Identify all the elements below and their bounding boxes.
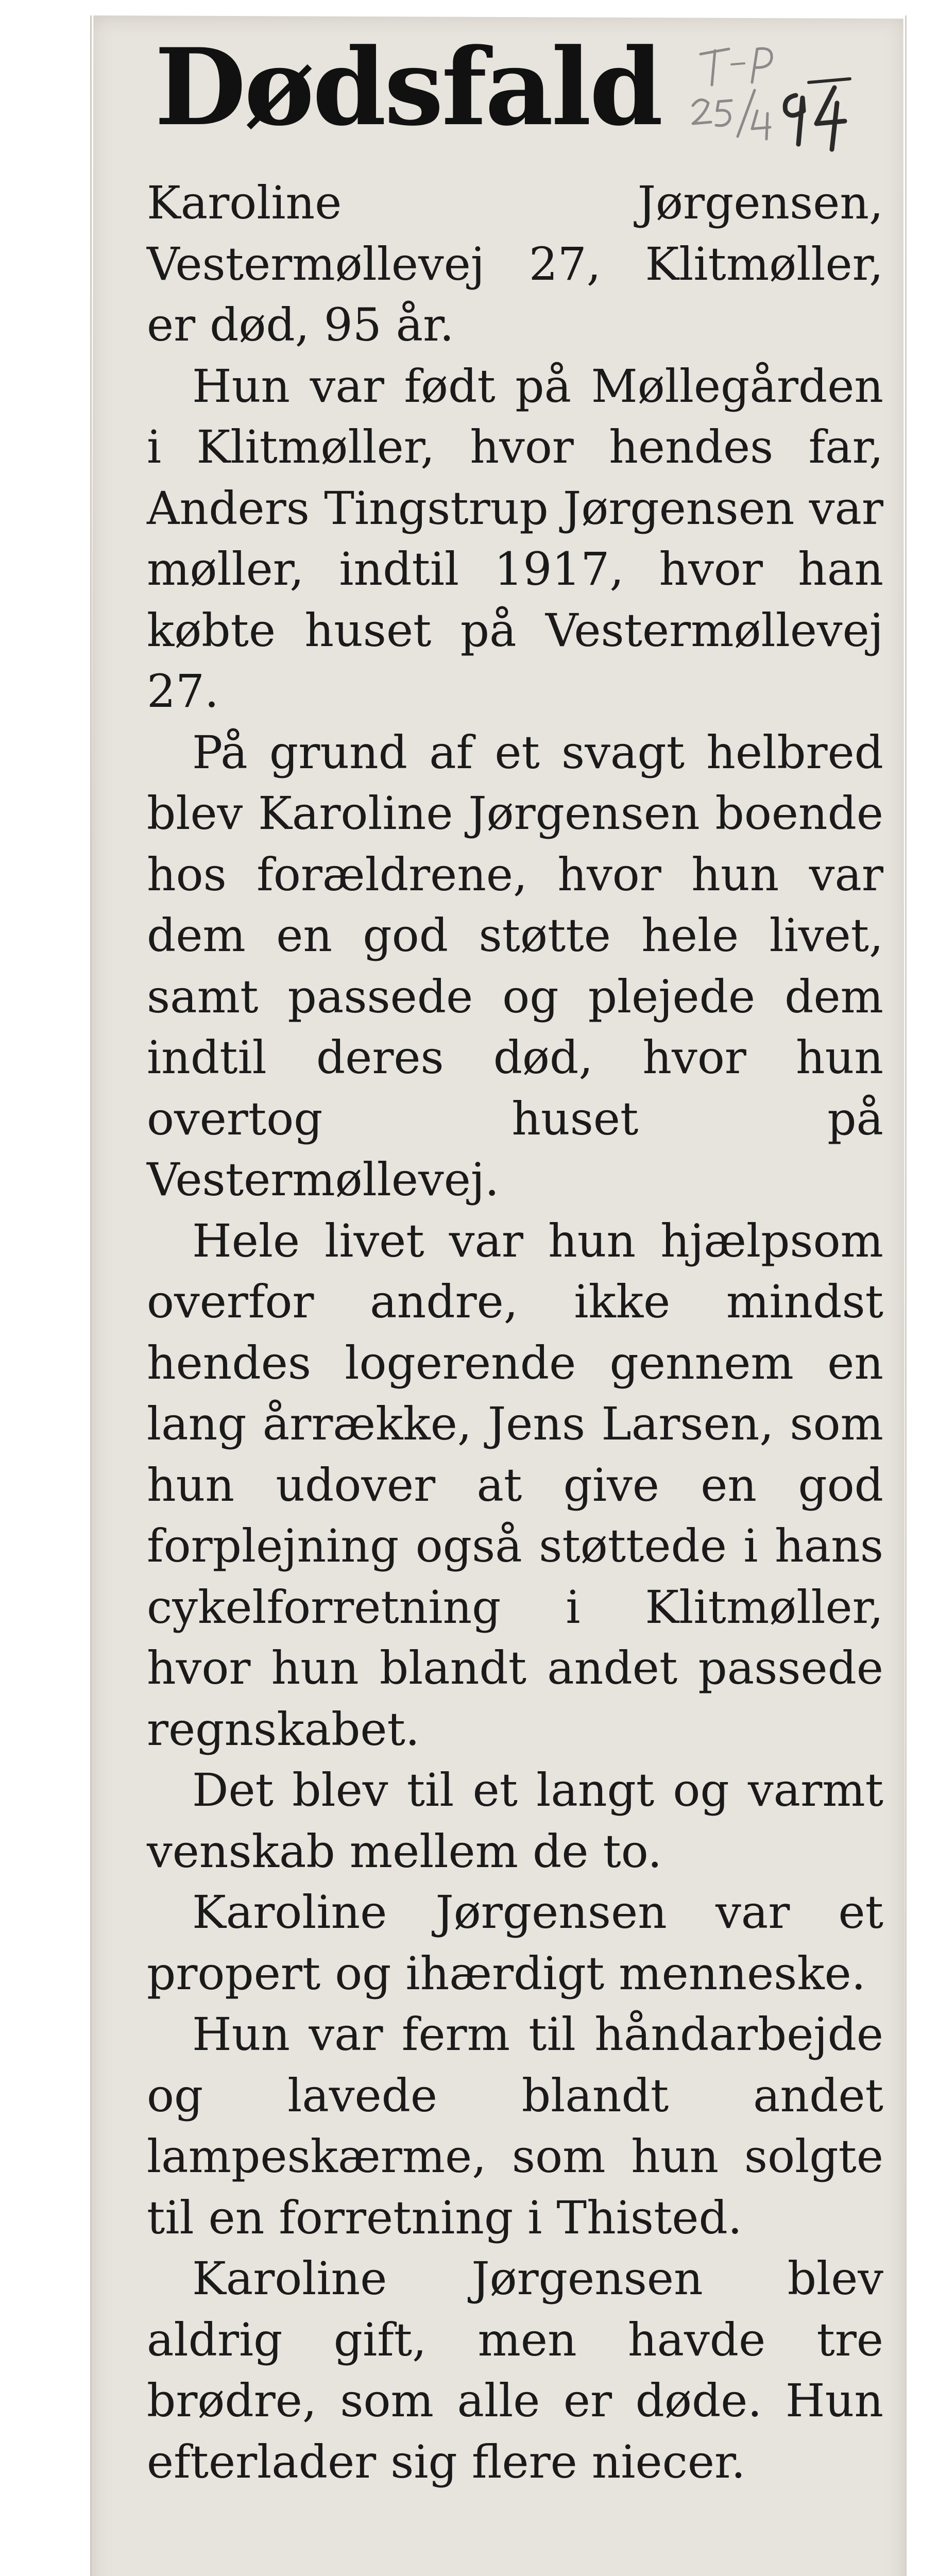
paragraph-8: Karoline Jørgensen blev aldrig gift, men havde tre brødre, som alle er døde. Hun efterlader sig flere niecer. <box>147 2252 883 2488</box>
paragraph-2: Hun var født på Møllegården i Klitmøller, hvor hendes far, Anders Tingstrup Jørgensen var møller, indtil 1917, hvor han købte huset på Vestermøllevej 27. <box>147 359 883 718</box>
paragraph-5: Det blev til et langt og varmt venskab mellem de to. <box>147 1764 883 1878</box>
paragraph-6: Karoline Jørgensen var et propert og ihærdigt menneske. <box>147 1886 883 2000</box>
headline: Dødsfald <box>155 26 661 149</box>
paragraph-1: Karoline Jørgensen, Vestermøllevej 27, Klitmøller, er død, 95 år. <box>147 176 883 351</box>
paragraph-7: Hun var ferm til håndarbejde og lavede blandt andet lampeskærme, som hun solgte til en forretning i Thisted. <box>147 2008 883 2244</box>
handwritten-date-note <box>680 33 896 157</box>
obituary-text <box>147 173 883 2493</box>
paragraph-4: Hele livet var hun hjælpsom overfor andre, ikke mindst hendes logerende gennem en lang årrække, Jens Larsen, som hun udover at give en god forplejning også støttede i hans cykelforretning i Klitmøller, hvor hun blandt andet passede regnskabet. <box>147 1214 883 1756</box>
headline-row <box>155 28 886 162</box>
handwritten-date-drawing <box>680 33 896 157</box>
paragraph-3: På grund af et svagt helbred blev Karoline Jørgensen boende hos forældrene, hvor hun var dem en god støtte hele livet, samt passede og plejede dem indtil deres død, hvor hun overtog huset på Vestermøllevej. <box>147 725 883 1206</box>
